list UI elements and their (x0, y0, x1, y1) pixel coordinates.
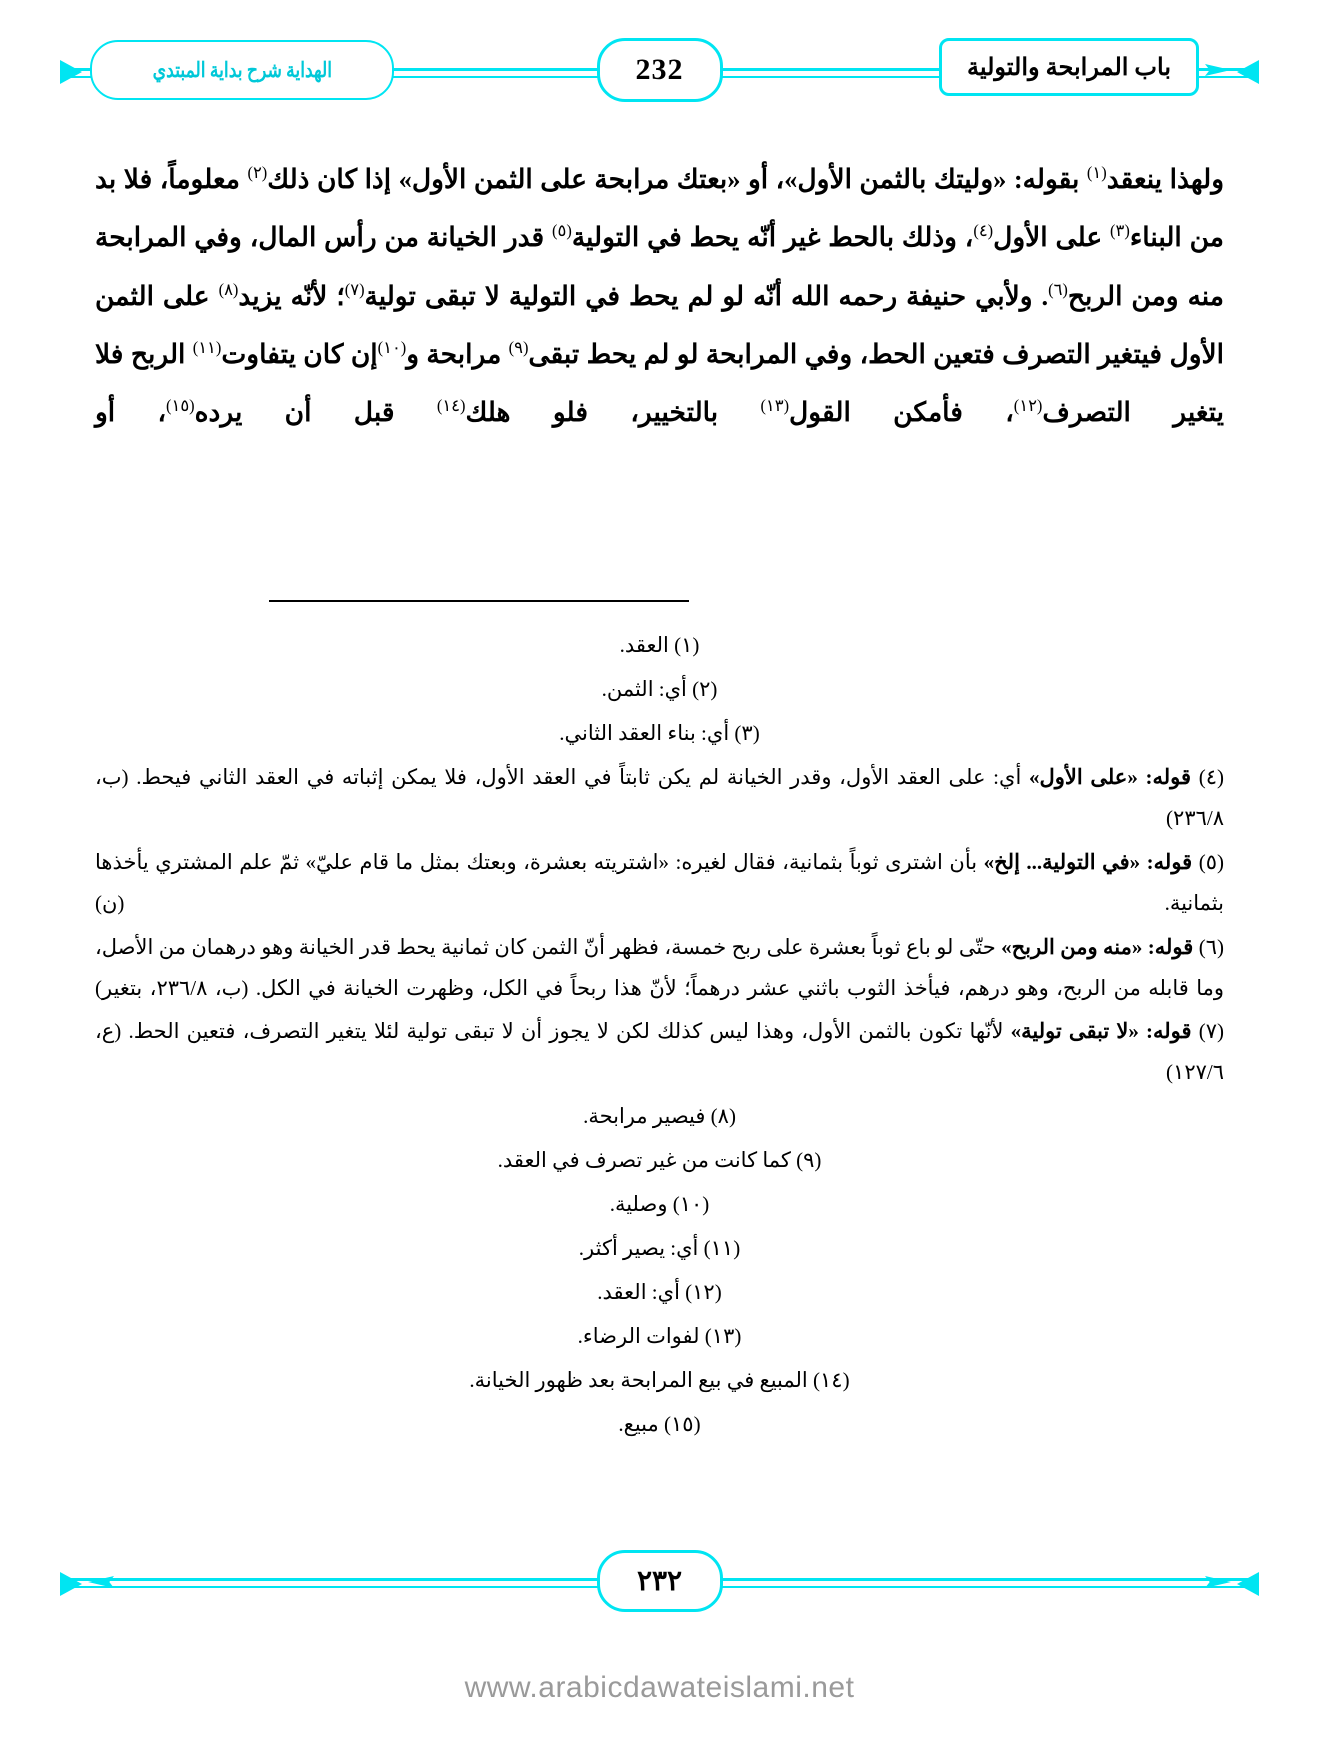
book-logo (90, 40, 394, 100)
footnote-item: (٢) أي: الثمن. (601, 676, 718, 701)
header-ornament-right-icon (1237, 60, 1259, 84)
header-page-number: 232 (635, 53, 684, 86)
footer-page-number: ٢٣٢ (636, 1566, 683, 1597)
footnote-item: (٦) قوله: «منه ومن الربح» حتّى لو باع ثوباً بعشرة على ربح خمسة، فظهر أنّ الثمن كان ثمانية يحط قدر الخيانة وهو درهمان من الأصل، وما قابله من الربح، وهو درهم، فيأخذ الثوب باثني عشر درهماً؛ لأنّ هذا ربحاً في الكل، وظهرت الخيانة في الكل. (ب، ٢٣٦/٨، بتغير) (95, 934, 1224, 1000)
footnote-item: (٥) قوله: «في التولية... إلخ» بأن اشترى ثوباً بثمانية، فقال لغيره: «اشتريته بعشرة، وبعتك بمثل ما قام عليّ» ثمّ علم المشتري يأخذها بثمانية. (ن) (95, 849, 1225, 915)
footnote-item: (١) العقد. (619, 633, 700, 657)
header-ornament-left-icon (60, 60, 82, 84)
watermark-url: www.arabicdawateislami.net (464, 1671, 855, 1704)
footnote-item: (٨) فيصير مرابحة. (583, 1104, 736, 1129)
footnote-item: (٧) قوله: «لا تبقى تولية» لأنّها تكون بالثمن الأول، وهذا ليس كذلك لكن لا يجوز أن لا تبقى تولية لئلا يتغير التصرف، فتعين الحط. (ع، ١٢٧/٦) (95, 1019, 1225, 1085)
footnote-item: (١٠) وصلية. (609, 1192, 710, 1217)
footnote-item: (٤) قوله: «على الأول» أي: على العقد الأول، وقدر الخيانة لم يكن ثابتاً في العقد الأول، فلا يمكن إثباته في العقد الثاني فيحط. (ب، ٢٣٦/٨) (95, 764, 1224, 830)
footnote-list (95, 625, 1224, 1448)
page-header (60, 38, 1259, 100)
footnote-item: (١١) أي: يصير أكثر. (578, 1236, 741, 1261)
footer-ornament-right-icon (1237, 1572, 1259, 1596)
main-body-text (95, 150, 1224, 441)
footnote-item: (٩) كما كانت من غير تصرف في العقد. (497, 1148, 822, 1173)
footnote-item: (١٤) المبيع في بيع المرابحة بعد ظهور الخيانة. (469, 1367, 850, 1392)
footnote-item: (١٢) أي: العقد. (597, 1280, 722, 1305)
chapter-title: باب المرابحة والتولية (966, 54, 1172, 81)
page-footer (60, 1550, 1259, 1610)
footer-page-number-box (597, 1550, 723, 1612)
header-page-number-box (597, 38, 723, 102)
book-logo-text: الهداية شرح بداية المبتدي (152, 57, 332, 82)
footnote-separator (269, 600, 689, 602)
footnote-item: (٣) أي: بناء العقد الثاني. (559, 720, 760, 745)
chapter-title-box (939, 38, 1199, 96)
footnote-item: (١٥) مبيع. (618, 1411, 701, 1436)
footnote-item: (١٣) لفوات الرضاء. (577, 1324, 742, 1348)
main-paragraph: ولهذا ينعقد$^{(١)}$ بقوله: «وليتك بالثمن الأول»، أو «بعتك مرابحة على الثمن الأول» إذا كان ذلك$^{(٢)}$ معلوماً، فلا بد من البناء$^{(٣)}$ على الأول$^{(٤)}$، وذلك بالحط غير أنّه يحط في التولية$^{(٥)}$ قدر الخيانة من رأس المال، وفي المرابحة منه ومن الربح$^{(٦)}$. ولأبي حنيفة رحمه الله أنّه لو لم يحط في التولية لا تبقى تولية$^{(٧)}$؛ لأنّه يزيد$^{(٨)}$ على الثمن الأول فيتغير التصرف فتعين الحط، وفي المرابحة لو لم يحط تبقى$^{(٩)}$ مرابحة و$^{(١٠)}$إن كان يتفاوت$^{(١١)}$ الربح فلا يتغير التصرف$^{(١٢)}$، فأمكن القول$^{(١٣)}$ بالتخيير، فلو هلك$^{(١٤)}$ قبل أن يرده$^{(١٥)}$، أو (95, 163, 1224, 428)
footer-ornament-left-icon (60, 1572, 82, 1596)
